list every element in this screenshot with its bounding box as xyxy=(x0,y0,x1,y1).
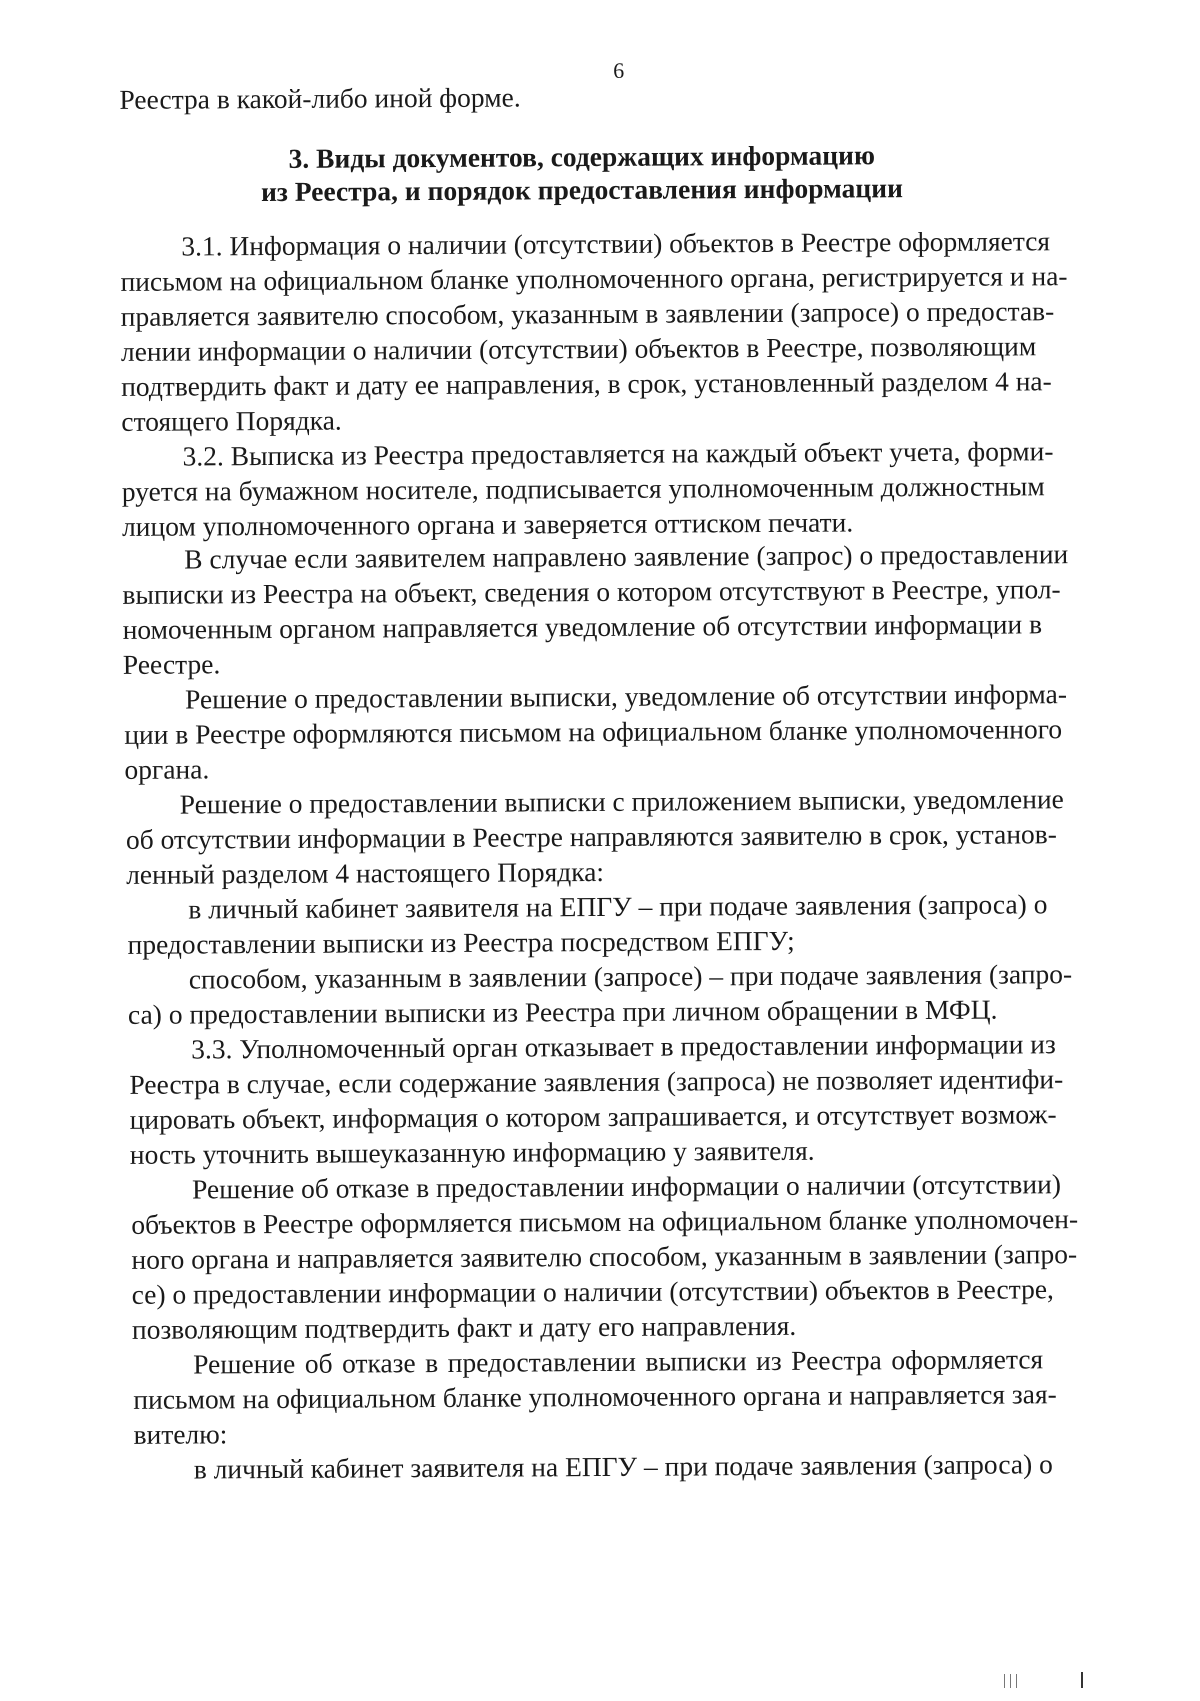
paragraph-line: Решение о предоставлении выписки с приложением выписки, уведомление xyxy=(179,783,1064,820)
paragraph-line: письмом на официальном бланке уполномоченного органа, регистрируется и на- xyxy=(120,260,1068,297)
paragraph-line: лицом уполномоченного органа и заверяется оттиском печати. xyxy=(121,506,854,542)
section-heading: 3. Виды документов, содержащих информацию xyxy=(288,139,876,174)
paragraph-line: ленный разделом 4 настоящего Порядка: xyxy=(126,855,605,890)
paragraph-line: стоящего Порядка. xyxy=(121,404,342,437)
paragraph-line: выписки из Реестра на объект, сведения о котором отсутствуют в Реестре, упол- xyxy=(122,573,1061,610)
paragraph-line: органа. xyxy=(124,753,210,785)
scan-edge-mark xyxy=(1016,1674,1017,1688)
paragraph-line: 3.3. Уполномоченный орган отказывает в предоставлении информации из xyxy=(191,1028,1056,1065)
paragraph-line: предоставлении выписки из Реестра посредством ЕПГУ; xyxy=(127,924,795,960)
paragraph-line: ции в Реестре оформляются письмом на официальном бланке уполномоченного xyxy=(124,713,1063,750)
paragraph-line: в личный кабинет заявителя на ЕПГУ – при подаче заявления (запроса) о xyxy=(188,888,1048,925)
paragraph-line: ность уточнить вышеуказанную информацию у заявителя. xyxy=(129,1134,815,1170)
paragraph-line: цировать объект, информация о котором запрашивается, и отсутствует возмож- xyxy=(129,1098,1057,1135)
paragraph-line: подтвердить факт и дату ее направления, в срок, установленный разделом 4 на- xyxy=(121,365,1052,402)
paragraph-line: вителю: xyxy=(133,1418,228,1450)
paragraph-line: Решение о предоставлении выписки, уведомление об отсутствии информа- xyxy=(184,678,1068,715)
paragraph-line: лении информации о наличии (отсутствии) объектов в Реестре, позволяющим xyxy=(120,330,1037,367)
paragraph-line: способом, указанным в заявлении (запросе) – при подаче заявления (запро- xyxy=(188,958,1073,995)
paragraph-line: В случае если заявителем направлено заявление (запрос) о предоставлении xyxy=(184,538,1069,575)
paragraph-line: правляется заявителю способом, указанным в заявлении (запросе) о предостав- xyxy=(120,295,1055,332)
paragraph-line: Решение об отказе в предоставлении информации о наличии (отсутствии) xyxy=(191,1168,1062,1205)
paragraph-line: 3.1. Информация о наличии (отсутствии) объектов в Реестре оформляется xyxy=(181,225,1051,262)
paragraph-line: ного органа и направляется заявителю способом, указанным в заявлении (запро- xyxy=(131,1238,1078,1275)
paragraph-line: Решение об отказе в предоставлении выписки из Реестра оформляется xyxy=(193,1343,1044,1380)
page-number: 6 xyxy=(613,57,625,83)
scan-edge-mark xyxy=(1004,1674,1005,1688)
paragraph-line: номоченным органом направляется уведомление об отсутствии информации в xyxy=(122,608,1043,645)
paragraph-line: Реестре. xyxy=(122,648,221,680)
paragraph-line: 3.2. Выписка из Реестра предоставляется на каждый объект учета, форми- xyxy=(182,435,1054,472)
scan-edge-mark xyxy=(1081,1672,1083,1688)
paragraph-line: в личный кабинет заявителя на ЕПГУ – при подаче заявления (запроса) о xyxy=(193,1448,1053,1485)
paragraph-line: объектов в Реестре оформляется письмом на официальном бланке уполномочен- xyxy=(131,1203,1079,1240)
paragraph-line: письмом на официальном бланке уполномоченного органа и направляется зая- xyxy=(133,1378,1057,1415)
paragraph-line: се) о предоставлении информации о наличии (отсутствии) объектов в Реестре, xyxy=(131,1273,1054,1310)
paragraph-line: об отсутствии информации в Реестре направляются заявителю в срок, установ- xyxy=(125,818,1057,855)
paragraph-line: Реестра в случае, если содержание заявления (запроса) не позволяет идентифи- xyxy=(129,1063,1064,1100)
text-line: Реестра в какой-либо иной форме. xyxy=(119,81,521,115)
section-heading: из Реестра, и порядок предоставления информации xyxy=(260,172,903,208)
scan-edge-mark xyxy=(1010,1674,1011,1688)
paragraph-line: са) о предоставлении выписки из Реестра при личном обращении в МФЦ. xyxy=(127,993,998,1030)
paragraph-line: руется на бумажном носителе, подписывается уполномоченным должностным xyxy=(121,470,1045,507)
paragraph-line: позволяющим подтвердить факт и дату его направления. xyxy=(131,1309,797,1345)
